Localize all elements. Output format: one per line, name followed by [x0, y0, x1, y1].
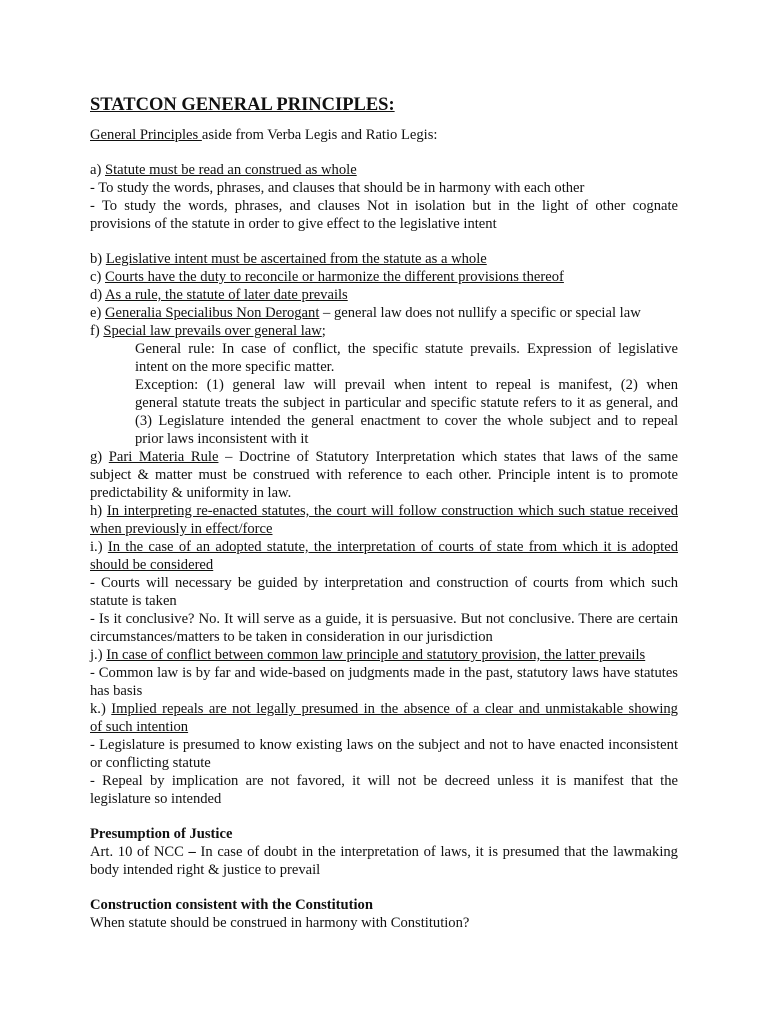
item-a-prefix: a) — [90, 162, 105, 178]
item-j-line: has basis — [90, 683, 143, 699]
item-g-title: Pari Materia Rule — [108, 449, 219, 465]
item-f-prefix: f) — [90, 323, 104, 339]
item-k-heading — [90, 700, 678, 718]
item-e-rest: – general law does not nullify a specific or special law — [319, 305, 641, 321]
item-e-prefix: e) — [90, 305, 105, 321]
item-i-heading-cont — [90, 556, 678, 574]
item-h-prefix: h) — [90, 503, 107, 519]
item-k-prefix: k.) — [90, 701, 112, 717]
document-body — [90, 126, 678, 932]
item-b-prefix: b) — [90, 251, 106, 267]
item-i-prefix: i.) — [90, 539, 108, 555]
item-j-title: In case of conflict between common law principle and statutory provision, the latter prevails — [106, 647, 646, 663]
item-f-line: prior laws inconsistent with it — [135, 431, 309, 447]
item-f-line: (3) Legislature intended the general enactment to cover the whole subject and to repeal — [135, 413, 678, 429]
presumption-dash: – — [188, 844, 196, 860]
item-f-title: Special law prevails over general law — [103, 323, 322, 339]
item-j-prefix: j.) — [90, 647, 107, 663]
item-f-line: general statute treats the subject in particular and specific statute refers to it as general, and — [135, 395, 678, 411]
item-g-line: subject & matter must be construed with reference to each other. Principle intent is to promote — [90, 467, 678, 483]
item-k-line: or conflicting statute — [90, 755, 211, 771]
item-a-line: provisions of the statute in order to give effect to the legislative intent — [90, 216, 497, 232]
section-heading: Presumption of Justice — [90, 826, 233, 842]
section-heading: Construction consistent with the Constitution — [90, 897, 373, 913]
item-h-heading — [90, 502, 678, 520]
item-a-title: Statute must be read an construed as whole — [105, 162, 357, 178]
item-g-rest: – Doctrine of Statutory Interpretation which states that laws of the same — [218, 449, 678, 465]
intro-line — [90, 126, 678, 144]
presumption-rest: In case of doubt in the interpretation of laws, it is presumed that the lawmaking — [195, 844, 678, 860]
constitution-line: When statute should be construed in harmony with Constitution? — [90, 915, 470, 931]
item-j-line: - Common law is by far and wide-based on judgments made in the past, statutory laws have statutes — [90, 665, 678, 681]
item-b-heading — [90, 250, 678, 268]
item-d-heading — [90, 286, 678, 304]
item-f-line: General rule: In case of conflict, the specific statute prevails. Expression of legislative — [135, 341, 678, 357]
item-d-prefix: d) — [90, 287, 105, 303]
item-e-title: Generalia Specialibus Non Derogant — [105, 305, 320, 321]
presumption-line — [90, 843, 678, 861]
item-k-title-cont: of such intention — [90, 719, 189, 735]
item-i-line: statute is taken — [90, 593, 177, 609]
item-f-suffix: ; — [321, 323, 326, 339]
item-g-heading — [90, 448, 678, 466]
item-b-title: Legislative intent must be ascertained from the statute as a whole — [105, 251, 487, 267]
item-i-title: In the case of an adopted statute, the interpretation of courts of state from which it is adopted — [107, 539, 678, 555]
page-title: STATCON GENERAL PRINCIPLES: — [90, 95, 395, 115]
item-k-line: - Legislature is presumed to know existing laws on the subject and not to have enacted inconsistent — [90, 737, 678, 753]
presumption-prefix: Art. 10 of NCC — [90, 844, 189, 860]
item-j-heading — [90, 646, 678, 664]
intro-rest: aside from Verba Legis and Ratio Legis: — [201, 127, 438, 143]
item-k-heading-cont — [90, 718, 678, 736]
intro-underlined: General Principles — [90, 127, 202, 143]
item-e-heading — [90, 304, 678, 322]
item-f-heading — [90, 322, 678, 340]
item-c-title: Courts have the duty to reconcile or harmonize the different provisions thereof — [105, 269, 564, 285]
item-i-line: - Courts will necessary be guided by interpretation and construction of courts from which such — [90, 575, 678, 591]
item-g-prefix: g) — [90, 449, 109, 465]
item-f-line: Exception: (1) general law will prevail when intent to repeal is manifest, (2) when — [135, 377, 678, 393]
item-i-title-cont: should be considered — [90, 557, 214, 573]
item-c-heading — [90, 268, 678, 286]
item-i-line: - Is it conclusive? No. It will serve as a guide, it is persuasive. But not conclusive. There are certain — [90, 611, 678, 627]
item-a-line: - To study the words, phrases, and clauses Not in isolation but in the light of other cognate — [90, 198, 678, 214]
item-h-title-cont: when previously in effect/force — [90, 521, 273, 537]
item-c-prefix: c) — [90, 269, 105, 285]
presumption-line: body intended right & justice to prevail — [90, 862, 321, 878]
item-h-heading-cont — [90, 520, 678, 538]
item-f-line: intent on the more specific matter. — [135, 359, 335, 375]
item-d-title: As a rule, the statute of later date prevails — [105, 287, 348, 303]
item-a-line: - To study the words, phrases, and clauses that should be in harmony with each other — [90, 180, 585, 196]
item-k-title: Implied repeals are not legally presumed in the absence of a clear and unmistakable showing — [111, 701, 678, 717]
item-k-line: legislature so intended — [90, 791, 222, 807]
item-f-indent-block — [90, 340, 678, 448]
item-a-heading — [90, 161, 678, 179]
item-i-line: circumstances/matters to be taken in consideration in our jurisdiction — [90, 629, 493, 645]
item-i-heading — [90, 538, 678, 556]
item-h-title: In interpreting re-enacted statutes, the court will follow construction which such statue received — [106, 503, 678, 519]
item-k-line: - Repeal by implication are not favored, it will not be decreed unless it is manifest that the — [90, 773, 678, 789]
item-g-line: predictability & uniformity in law. — [90, 485, 292, 501]
